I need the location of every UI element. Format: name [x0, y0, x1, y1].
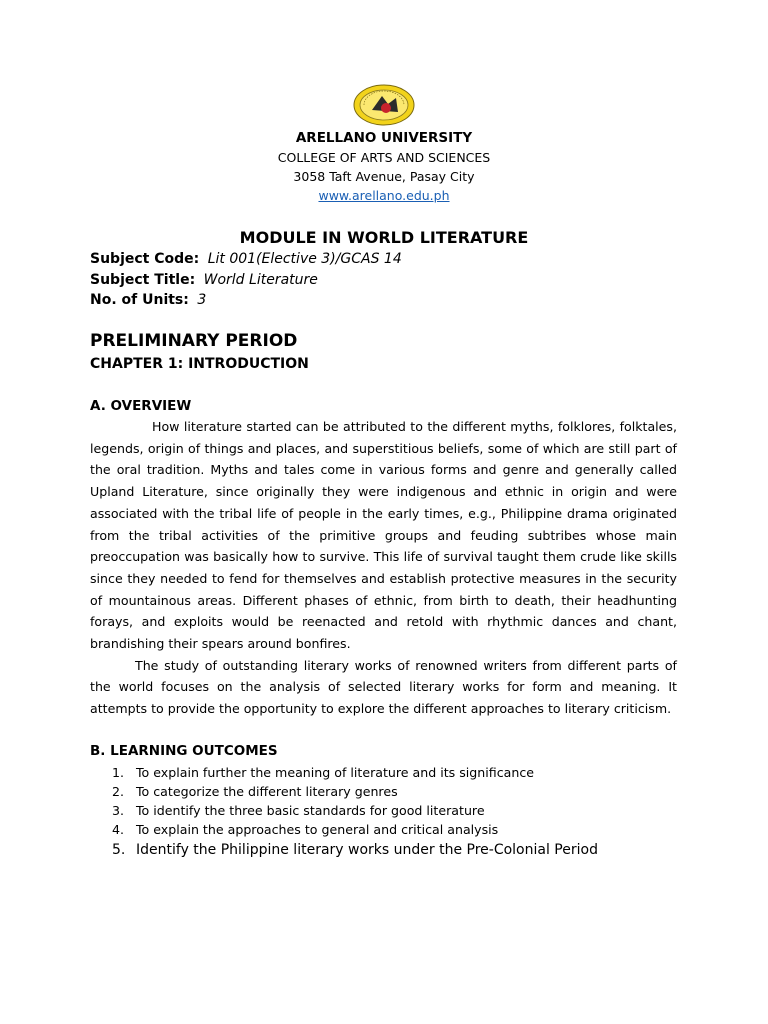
- overview-paragraph-1: How literature started can be attributed to the different myths, folklores, folktales, legends, origin of things and places, and superstitious beliefs, some of which are still part of the oral tradition. Myths and tales come in various forms and genre and generally called Upland Literature, since originally they were indigenous and ethnic in origin and were associated with the tribal life of people in the early times, e.g., Philippine drama originated from the tribal activities of the primitive groups and feuding subtribes whose main preoccupation was basically how to survive. This life of survival taught them crude like skills since they needed to fend for themselves and establish protective measures in the security of mountainous areas. Different phases of ethnic, from birth to death, their headhunting forays, and exploits would be reenacted and retold with rhythmic dances and chant, brandishing their spears around bonfires.: [90, 419, 677, 652]
- chapter-heading: CHAPTER 1: INTRODUCTION: [90, 356, 309, 372]
- address: 3058 Taft Avenue, Pasay City: [293, 169, 475, 184]
- units-row: [90, 292, 206, 308]
- period-heading: PRELIMINARY PERIOD: [90, 331, 298, 351]
- units-value: 3: [197, 292, 207, 308]
- subject-title-value: World Literature: [203, 272, 318, 288]
- list-item: 5. Identify the Philippine literary works under the Pre-Colonial Period: [112, 842, 598, 858]
- university-seal-icon: [352, 84, 416, 126]
- outcomes-heading: B. LEARNING OUTCOMES: [90, 743, 278, 759]
- list-item: 4. To explain the approaches to general and critical analysis: [112, 822, 499, 837]
- subject-code-value: Lit 001(Elective 3)/GCAS 14: [207, 251, 402, 267]
- college-name: COLLEGE OF ARTS AND SCIENCES: [277, 150, 491, 165]
- outcomes-list: [90, 763, 690, 861]
- units-label: No. of Units:: [90, 292, 189, 308]
- list-item: 2. To categorize the different literary genres: [112, 784, 398, 799]
- list-item: 3. To identify the three basic standards for good literature: [112, 803, 485, 818]
- overview-paragraph-2: The study of outstanding literary works of renowned writers from different parts of the world focuses on the analysis of selected literary works for form and meaning. It attempts to provide the opportunity to explore the different approaches to literary criticism.: [90, 657, 677, 717]
- overview-heading: A. OVERVIEW: [90, 398, 192, 414]
- subject-title-label: Subject Title:: [90, 272, 196, 288]
- university-name: ARELLANO UNIVERSITY: [295, 130, 473, 146]
- subject-code-label: Subject Code:: [90, 251, 200, 267]
- subject-code-row: [90, 251, 402, 267]
- list-item: 1. To explain further the meaning of literature and its significance: [112, 765, 534, 780]
- subject-title-row: [90, 272, 318, 288]
- module-title: MODULE IN WORLD LITERATURE: [239, 228, 529, 247]
- website-link[interactable]: www.arellano.edu.ph: [318, 188, 450, 203]
- overview-body: [90, 416, 677, 720]
